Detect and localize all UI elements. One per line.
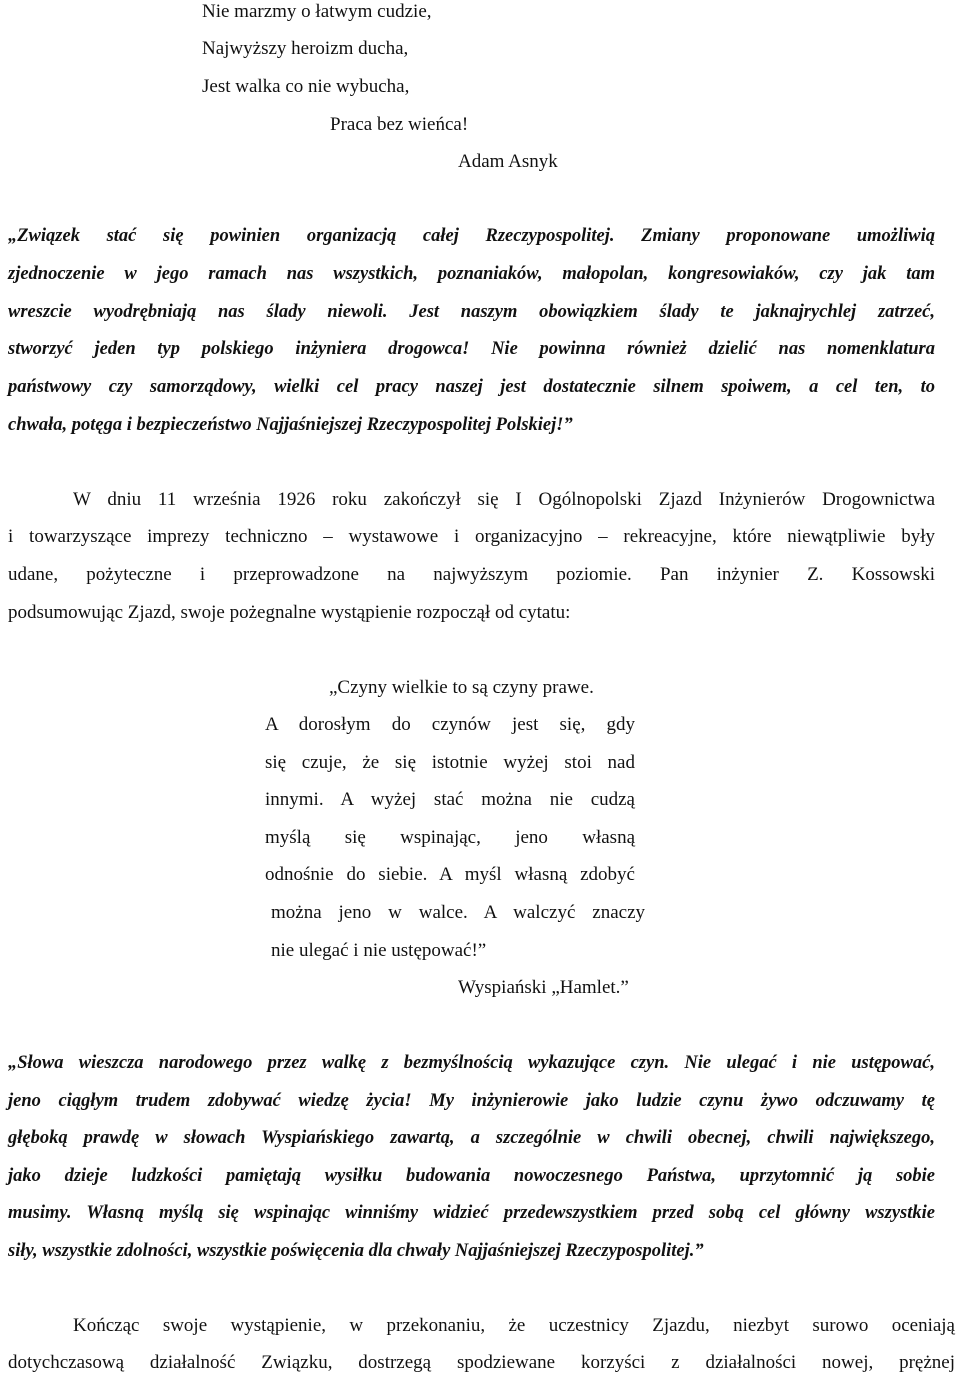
quote-line: nie ulegać i nie ustępować!” (271, 940, 487, 961)
quote-line: jeno ciągłym trudem zdobywać wiedzę życia! My inżynierowie jako ludzie czynu żywo odczuwamy tę (8, 1091, 935, 1111)
quote-line: A dorosłym do czynów jest się, gdy (265, 714, 635, 735)
paragraph-line: W dniu 11 września 1926 roku zakończył się I Ogólnopolski Zjazd Inżynierów Drogownictwa (73, 489, 935, 510)
paragraph-line: dotychczasową działalność Związku, dostrzegą spodziewane korzyści z działalności nowej, prężnej (8, 1352, 955, 1373)
quote-line: „Czyny wielkie to są czyny prawe. (329, 677, 594, 698)
quote-attribution: Wyspiański „Hamlet.” (458, 977, 629, 998)
quote-line: odnośnie do siebie. A myśl własną zdobyć (265, 864, 635, 885)
quote-line: można jeno w walce. A walczyć znaczy (271, 902, 645, 923)
poem-line: Najwyższy heroizm ducha, (202, 38, 409, 59)
quote-line: „Związek stać się powinien organizacją całej Rzeczypospolitej. Zmiany proponowane umożliwią (8, 226, 935, 246)
poem-author: Adam Asnyk (458, 151, 558, 172)
quote-line: stworzyć jeden typ polskiego inżyniera drogowca! Nie powinna również dzielić nas nomenklatura (8, 339, 935, 359)
quote-line: chwała, potęga i bezpieczeństwo Najjaśniejszej Rzeczypospolitej Polskiej!” (8, 415, 573, 435)
quote-line: państwowy czy samorządowy, wielki cel pracy naszej jest dostatecznie silnem spoiwem, a cel ten, to (8, 377, 935, 397)
quote-line: siły, wszystkie zdolności, wszystkie poświęcenia dla chwały Najjaśniejszej Rzeczypospolitej.” (8, 1241, 704, 1261)
quote-line: zjednoczenie w jego ramach nas wszystkich, poznaniaków, małopolan, kongresowiaków, czy jak tam (8, 264, 935, 284)
quote-line: „Słowa wieszcza narodowego przez walkę z bezmyślnością wykazujące czyn. Nie ulegać i nie ustępować, (8, 1053, 935, 1073)
quote-line: głęboką prawdę w słowach Wyspiańskiego zawartą, a szczególnie w chwili obecnej, chwili największego, (8, 1128, 935, 1148)
poem-line: Jest walka co nie wybucha, (202, 76, 410, 97)
quote-line: myślą się wspinając, jeno własną (265, 827, 635, 848)
paragraph-line: Kończąc swoje wystąpienie, w przekonaniu, że uczestnicy Zjazdu, niezbyt surowo oceniają (73, 1315, 955, 1336)
quote-line: wreszcie wyodrębniają nas ślady niewoli. Jest naszym obowiązkiem ślady te jaknajrychlej zatrzeć, (8, 302, 935, 322)
poem-line: Praca bez wieńca! (330, 114, 469, 135)
paragraph-line: udane, pożyteczne i przeprowadzone na najwyższym poziomie. Pan inżynier Z. Kossowski (8, 564, 935, 585)
quote-line: się czuje, że się istotnie wyżej stoi nad (265, 752, 635, 773)
quote-line: innymi. A wyżej stać można nie cudzą (265, 789, 635, 810)
poem-line: Nie marzmy o łatwym cudzie, (202, 1, 432, 22)
paragraph-line: podsumowując Zjazd, swoje pożegnalne wystąpienie rozpoczął od cytatu: (8, 602, 571, 623)
paragraph-line: i towarzyszące imprezy techniczno – wystawowe i organizacyjno – rekreacyjne, które niewątpliwie były (8, 526, 935, 547)
quote-line: musimy. Własną myślą się wspinając winniśmy widzieć przedewszystkiem przed sobą cel główny wszystkie (8, 1203, 935, 1223)
quote-line: jako dzieje ludzkości pamiętają wysiłku budowania nowoczesnego Państwa, uprzytomnić ją sobie (8, 1166, 935, 1186)
